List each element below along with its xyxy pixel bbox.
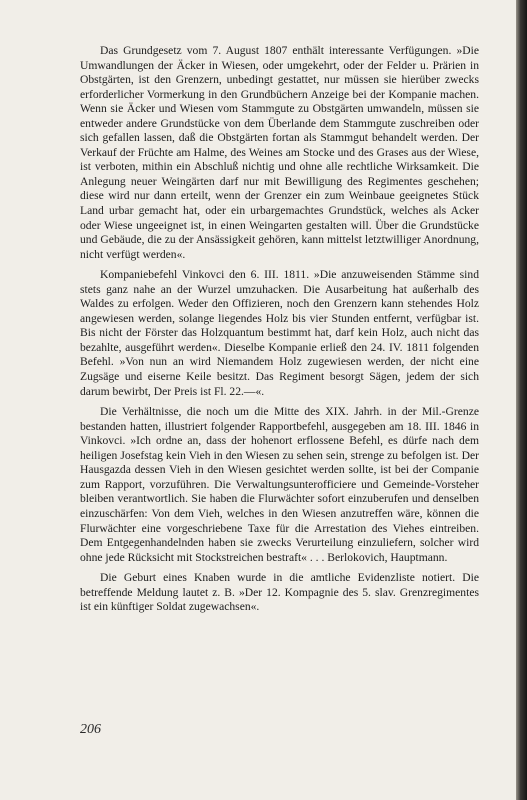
- paragraph-3: Die Verhältnisse, die noch um die Mitte des XIX. Jahrh. in der Mil.-Grenze bestanden hatten, illustriert folgender Rapportbefehl, ausgegeben am 18. III. 1846 in Vinkovci. »Ich ordne an, dass der hohenort erflossene Befehl, es dürfe nach dem heiligen Josefstag kein Vieh in den Wiesen zu sehen sein, strenge zu befolgen ist. Der Hausgazda dessen Vieh in den Wiesen gesichtet werden sollte, ist bei der Companie zum Rapport, vorzuführen. Die Verwaltungsunterofficiere und Gemeinde-Vorsteher bleiben verantwortlich. Sie haben die Flurwächter sofort einzuberufen und denselben einzuschärfen: Von dem Vieh, welches in den Wiesen anzutreffen wäre, können die Flurwächter eine vorgeschriebene Taxe für die Arrestation des Viehes eintreiben. Dem Entgegenhandelnden haben sie zwecks Verurteilung einzuliefern, solcher wird ohne jede Rücksicht mit Stockstreichen bestraft« . . . Berlokovich, Hauptmann.: [80, 405, 479, 564]
- body-text: [80, 44, 479, 621]
- paragraph-2: Kompaniebefehl Vinkovci den 6. III. 1811. »Die anzuweisenden Stämme sind stets ganz nahe an der Wurzel umzuhacken. Die Ausarbeitung hat außerhalb des Waldes zu erfolgen. Weder den Offizieren, noch den Grenzern kann stehendes Holz angewiesen werden, solange liegendes Holz bis vier Stunden entfernt, verfügbar ist. Bis nicht der Förster das Holzquantum bestimmt hat, darf kein Holz, auch nicht das bezahlte, ausgeführt werden«. Dieselbe Kompanie erließ den 24. IV. 1811 folgenden Befehl. »Von nun an wird Niemandem Holz zugewiesen werden, der nicht eine Zugsäge und eiserne Keile besitzt. Das Regiment besorgt Sägen, jedem der sich darum bewirbt, Der Preis ist Fl. 22.—«.: [80, 268, 479, 398]
- page-number: 206: [80, 722, 101, 737]
- paragraph-4: Die Geburt eines Knaben wurde in die amtliche Evidenzliste notiert. Die betreffende Meldung lautet z. B. »Der 12. Kompagnie des 5. slav. Grenzregimentes ist ein künftiger Soldat zugewachsen«.: [80, 571, 479, 614]
- book-spine-shadow: [516, 0, 527, 800]
- paragraph-1: Das Grundgesetz vom 7. August 1807 enthält interessante Verfügungen. »Die Umwandlungen der Äcker in Wiesen, oder umgekehrt, oder der Felder u. Prärien in Obstgärten, ist den Grenzern, unbedingt gestattet, nur müssen sie hierüber zwecks erforderlicher Vormerkung in den Grundbüchern Anzeige bei der Kompanie machen. Wenn sie Äcker und Wiesen vom Stammgute zu Obstgärten umwandeln, müssen sie entweder andere Grundstücke von dem Überlande dem Stammgute zuschreiben oder sich gefallen lassen, daß die Obstgärten fortan als Stammgut behandelt werden. Der Verkauf der Früchte am Halme, des Weines am Stocke und des Grases aus der Wiese, ist verboten, mithin ein Abschluß nichtig und ohne alle rechtliche Wirksamkeit. Die Anlegung neuer Weingärten darf nur mit Bewilligung des Regimentes geschehen; diese wird nur dann erteilt, wenn der Grenzer ein zum Weinbaue geeignetes Stück Land urbar gemacht hat, oder ein urbargemachtes Grundstück, welches als Acker oder Wiese ungeeignet ist, in einen Weingarten gestalten will. Über die Grundstücke und Gebäude, die zu der Ansässigkeit gehören, kann mittelst letztwilliger Anordnung, nicht verfügt werden«.: [80, 44, 479, 261]
